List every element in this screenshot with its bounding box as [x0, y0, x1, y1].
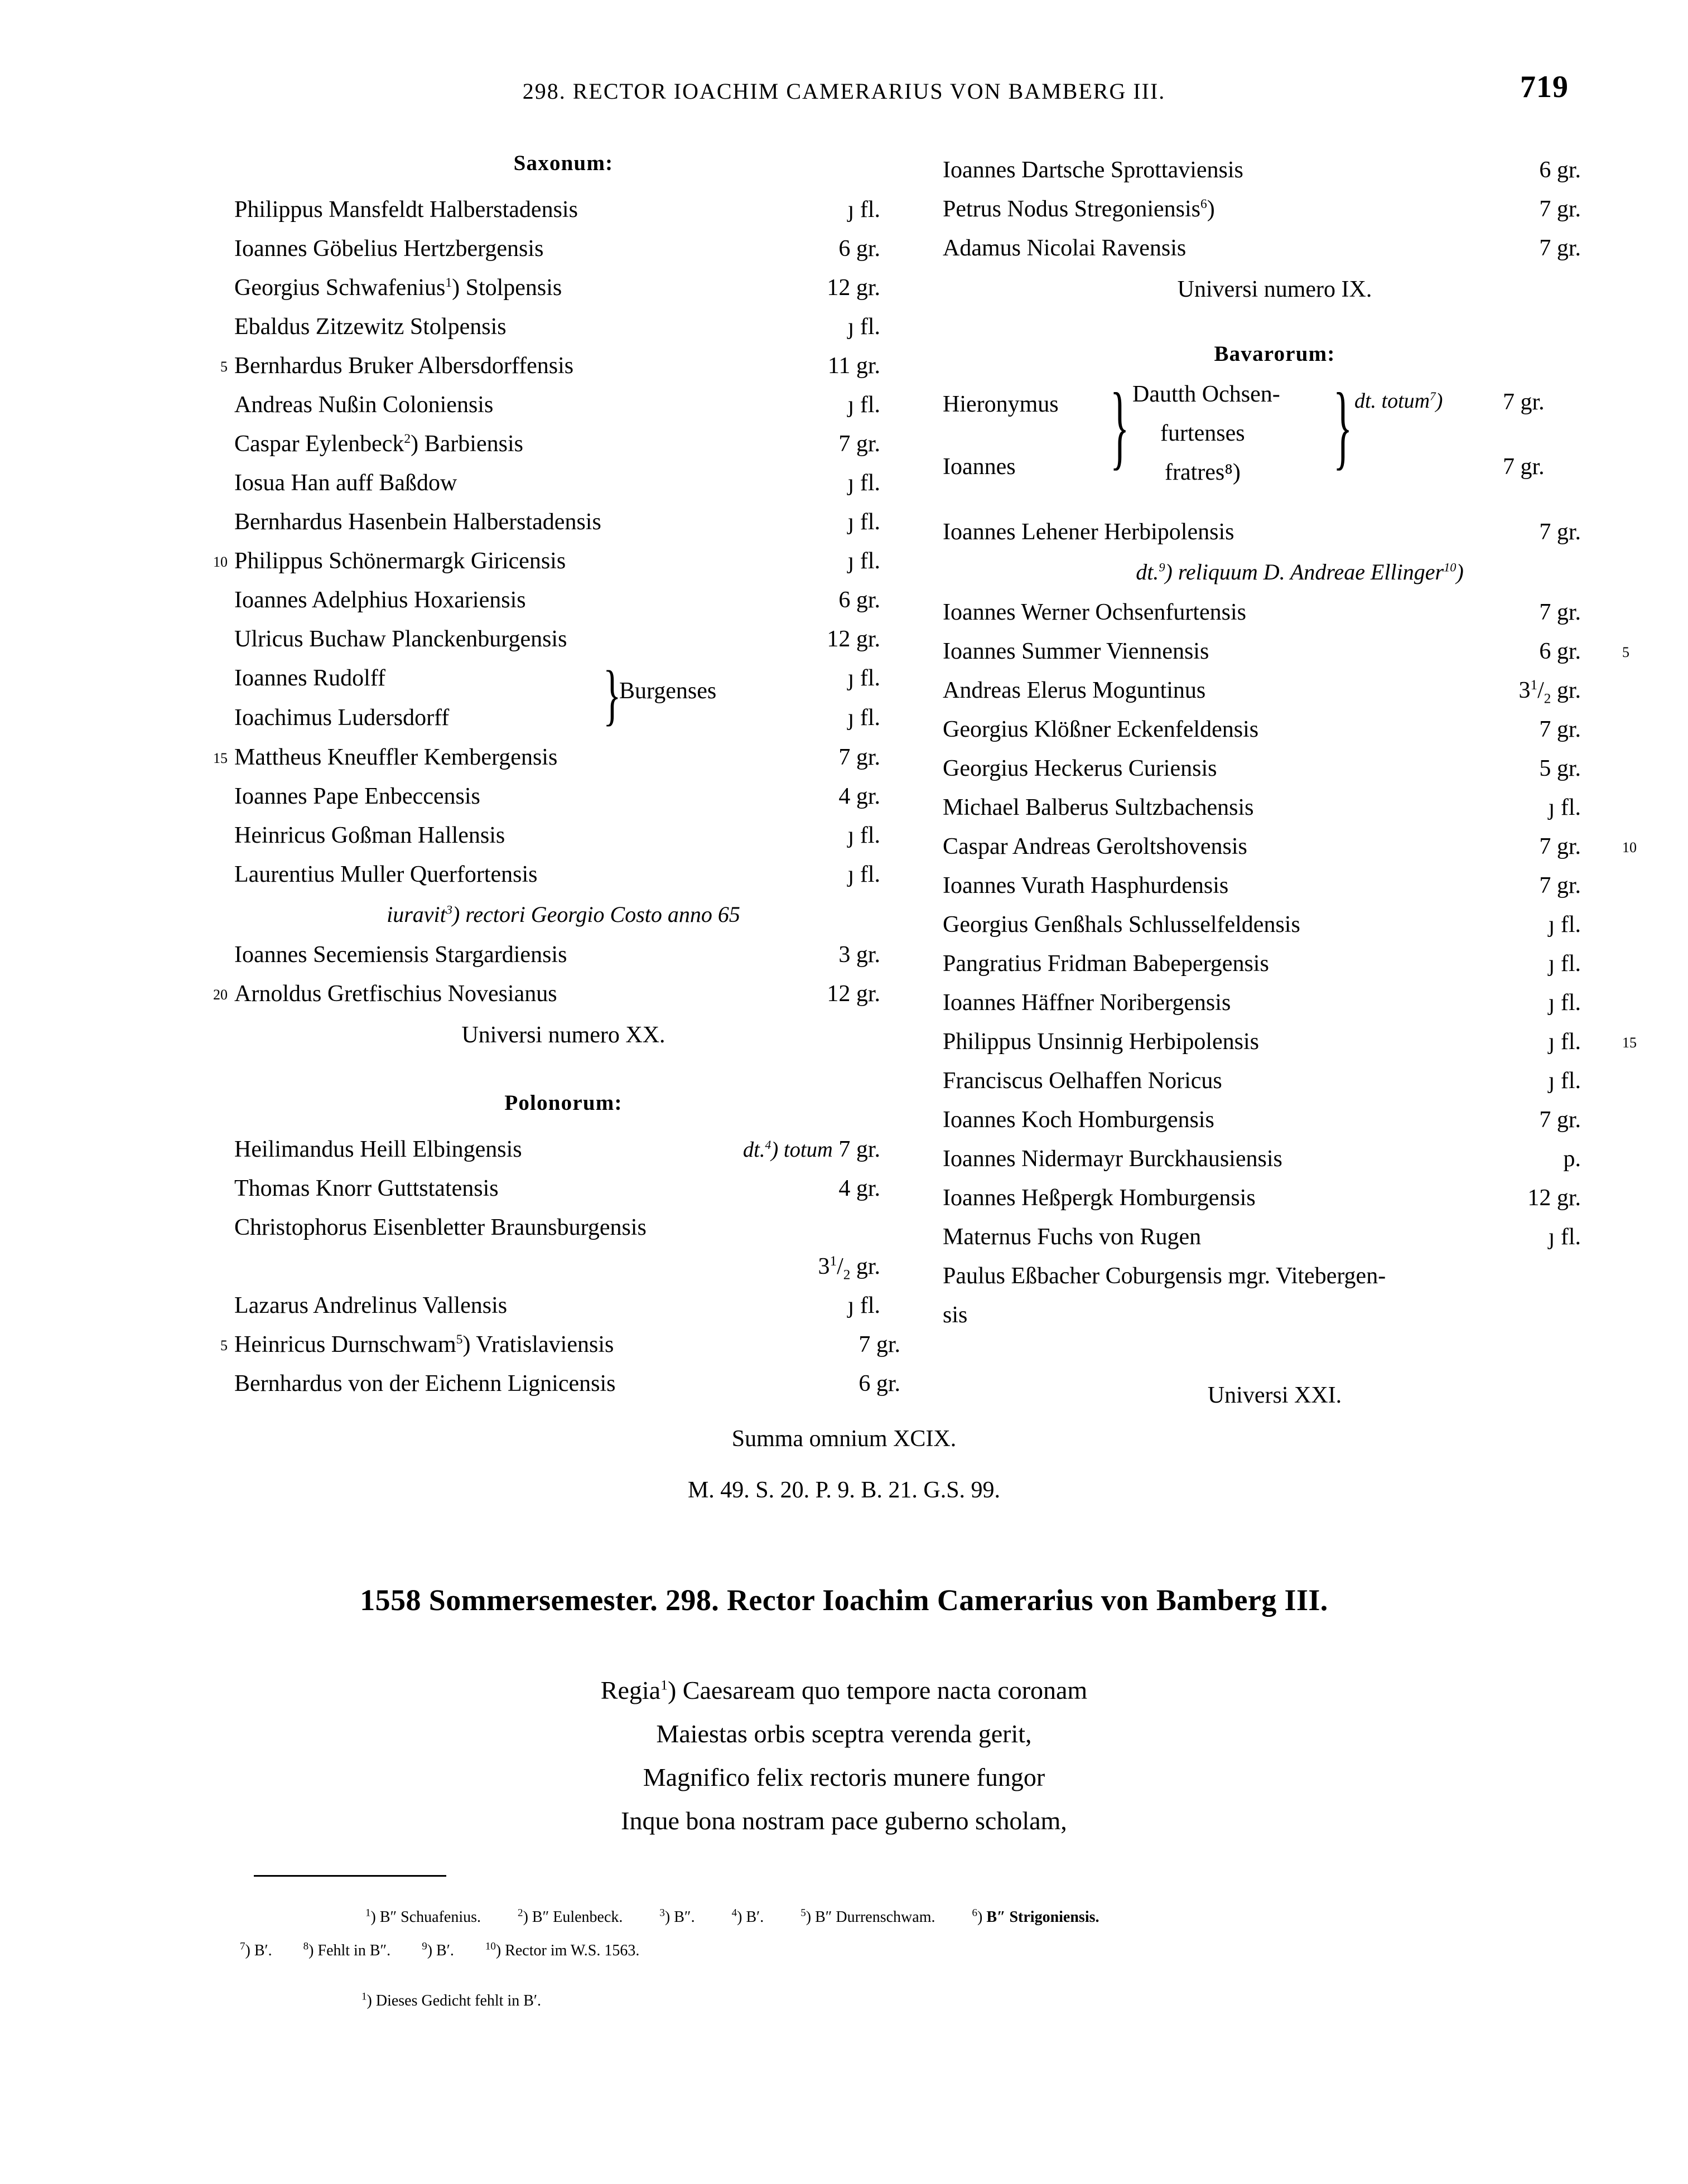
entry-row [943, 1178, 1607, 1217]
right-column [943, 151, 1637, 1417]
entry-amount: 11 gr. [827, 353, 880, 379]
saxonum-entries-tail [213, 935, 893, 1013]
entry-name: Ioannes Rudolff [234, 665, 386, 691]
summa-omnium: Summa omnium XCIX. [731, 1426, 957, 1452]
entry-name: Ioannes Heßpergk Homburgensis [943, 1185, 1256, 1211]
entry-name: Laurentius Muller Querfortensis [234, 862, 538, 887]
entry-amount: 6 gr. [1539, 639, 1581, 664]
brace-note: dt. totum$^7$) [1354, 389, 1443, 413]
footnote-item: $^9$) B′. [422, 1940, 454, 1959]
right-top-total: Universi numero IX. [1177, 277, 1372, 302]
heading-bavarorum: Bavarorum: [1214, 342, 1335, 366]
entry-amount: 7 gr. [1539, 235, 1581, 261]
entry-amount: 7 gr. [859, 1332, 900, 1357]
entry-name: Maternus Fuchs von Rugen [943, 1224, 1202, 1250]
entry-name: Philippus Unsinnig Herbipolensis [943, 1029, 1260, 1055]
line-number: 15 [1622, 1035, 1637, 1051]
entry-name: Michael Balberus Sultzbachensis [943, 795, 1254, 820]
entry-amount: 12 gr. [827, 981, 880, 1007]
footnote-item: $^2$) B″ Eulenbeck. [518, 1907, 623, 1926]
footnote-item: $^8$) Fehlt in B″. [303, 1940, 391, 1959]
entry-row [943, 983, 1607, 1022]
entry-name: Ioannes Secemiensis Stargardiensis [234, 942, 567, 968]
entry-amount: ȷ fl. [847, 823, 880, 848]
entry-name: Georgius Schwafenius$^1$) Stolpensis [234, 275, 562, 301]
entry-row [234, 463, 893, 502]
curly-brace-icon: } [603, 657, 621, 732]
line-number: 10 [1622, 839, 1637, 856]
entry-amount: ȷ fl. [1548, 912, 1581, 938]
entry-amount: 6 gr. [1539, 157, 1581, 183]
entry-row [234, 1286, 893, 1325]
line-number: 20 [213, 987, 228, 1003]
entry-name: Ioannes Koch Homburgensis [943, 1107, 1214, 1133]
poem-line: Inque bona nostram pace guberno scholam, [621, 1806, 1067, 1835]
footnote-item: $^6$) B″ Strigoniensis. [972, 1907, 1099, 1926]
entry-amount: ȷ fl. [847, 1293, 880, 1318]
poem-line-text: Regia$^1$) Caesaream quo tempore nacta coronam [600, 1676, 1088, 1704]
entry-amount: 6 gr. [838, 587, 880, 613]
entry-name: Adamus Nicolai Ravensis [943, 235, 1187, 261]
entry-row [943, 749, 1607, 788]
entry-name: Caspar Andreas Geroltshovensis [943, 834, 1247, 859]
entry-name: Ioannes Göbelius Hertzbergensis [234, 236, 544, 262]
footnote-item: $^3$) B″. [659, 1907, 695, 1926]
entry-amount: 7 gr. [838, 745, 880, 770]
saxonum-entries [213, 190, 893, 659]
brace-mid-line-3: fratres⁸) [1165, 460, 1241, 485]
entry-name: Pangratius Fridman Babepergensis [943, 951, 1269, 977]
entry-name: Ioannes Vurath Hasphurdensis [943, 873, 1229, 898]
entry-amount: 7 gr. [838, 431, 880, 457]
entry-name: Bernhardus von der Eichenn Lignicensis [234, 1371, 616, 1397]
entry-row [213, 738, 893, 777]
entry-row [943, 190, 1607, 229]
footnote-line-1 [365, 1908, 1099, 1926]
entry-row [213, 974, 893, 1013]
entry-row [943, 710, 1607, 749]
entry-row [220, 346, 893, 385]
polonorum-entries [220, 1130, 900, 1403]
poem-line: Maiestas orbis sceptra verenda gerit, [656, 1719, 1032, 1748]
entry-row [234, 229, 893, 268]
entry-row [943, 1217, 1607, 1257]
entry-amount: 7 gr. [1539, 1107, 1581, 1133]
entry-name: Thomas Knorr Guttstatensis [234, 1176, 499, 1201]
entry-amount: 5 gr. [1539, 756, 1581, 781]
entry-name: Heilimandus Heill Elbingensis [234, 1137, 522, 1162]
entry-name: Mattheus Kneuffler Kembergensis [234, 745, 558, 770]
bavarorum-brace-block [943, 374, 1607, 509]
entry-row [943, 229, 1607, 268]
entry-name: Ioannes Summer Viennensis [943, 639, 1209, 664]
entry-row [943, 1061, 1607, 1100]
footnote-separator-rule [254, 1875, 446, 1877]
entry-name: Georgius Heckerus Curiensis [943, 756, 1217, 781]
entry-amount: dt.$^4$) totum 7 gr. [742, 1137, 880, 1162]
brace-amount-top: 7 gr. [1503, 389, 1545, 415]
entry-row [234, 307, 893, 346]
entry-amount: ȷ fl. [847, 470, 880, 496]
entry-amount: 6 gr. [838, 236, 880, 262]
entry-amount: 12 gr. [1527, 1185, 1581, 1211]
entry-amount: 12 gr. [827, 275, 880, 301]
entry-amount: ȷ fl. [1548, 795, 1581, 820]
entry-row [234, 1169, 893, 1208]
entry-amount: ȷ fl. [847, 197, 880, 223]
entry-row [943, 632, 1629, 671]
entry-row [943, 593, 1607, 632]
entry-row [943, 1335, 1607, 1374]
entry-name: Iosua Han auff Baßdow [234, 470, 457, 496]
footnote-line-2 [240, 1942, 639, 1960]
entry-row [943, 1139, 1607, 1178]
bavarorum-total: Universi XXI. [1207, 1383, 1342, 1408]
entry-name: Philippus Mansfeldt Halberstadensis [234, 197, 578, 223]
entry-name: Ulricus Buchaw Planckenburgensis [234, 626, 567, 652]
entry-amount: $3^1/_2$ gr. [1518, 678, 1581, 707]
line-number: 5 [220, 1337, 228, 1354]
entry-amount: ȷ fl. [1548, 990, 1581, 1016]
brace-mid-line-1: Dautth Ochsen- [1132, 381, 1280, 407]
page-number: 719 [1520, 70, 1569, 104]
entry-row [943, 1296, 1607, 1335]
entry-amount: ȷ fl. [847, 509, 880, 535]
entry-amount: ȷ fl. [847, 862, 880, 887]
entry-amount: ȷ fl. [847, 548, 880, 574]
entry-amount: ȷ fl. [847, 392, 880, 418]
brace-amount-bottom: 7 gr. [1503, 454, 1545, 480]
entry-row [234, 659, 893, 698]
bavarorum-note-line: dt.$^9$) reliquum D. Andreae Ellinger$^{10}$) [1136, 559, 1464, 584]
right-top-entries [943, 151, 1607, 268]
entry-amount: 12 gr. [827, 626, 880, 652]
entry-row [943, 513, 1607, 552]
line-number: 5 [220, 359, 228, 375]
entry-row [943, 866, 1607, 905]
entry-name: Georgius Klößner Eckenfeldensis [943, 717, 1259, 742]
section-heading: 1558 Sommersemester. 298. Rector Ioachim Camerarius von Bamberg III. [360, 1583, 1328, 1617]
running-head [0, 70, 1688, 112]
entry-row [943, 827, 1637, 866]
running-head-title: 298. RECTOR IOACHIM CAMERARIUS VON BAMBERG III. [522, 79, 1166, 104]
entry-amount: 7 gr. [1539, 519, 1581, 545]
entry-amount: 6 gr. [859, 1371, 900, 1397]
entry-row [234, 268, 893, 307]
entry-row [213, 542, 893, 581]
entry-amount: 7 gr. [1539, 600, 1581, 625]
entry-row [234, 385, 893, 424]
entry-name: Paulus Eßbacher Coburgensis mgr. Vitebergen- [943, 1263, 1386, 1289]
poem [0, 1669, 1688, 1843]
entry-row [943, 151, 1607, 190]
entry-name: Ioachimus Ludersdorff [234, 705, 450, 731]
entry-name: Ioannes Werner Ochsenfurtensis [943, 600, 1246, 625]
entry-row [234, 1364, 900, 1403]
entry-name: Andreas Elerus Moguntinus [943, 678, 1206, 703]
entry-row [220, 1325, 900, 1364]
entry-row [234, 935, 893, 974]
heading-polonorum: Polonorum: [504, 1091, 623, 1115]
burgenses-label: Burgenses [619, 678, 717, 704]
curly-brace-icon: } [1110, 374, 1130, 479]
line-number: 15 [213, 750, 228, 766]
entry-row [943, 905, 1607, 944]
entry-name: Philippus Schönermargk Giricensis [234, 548, 566, 574]
entry-amount: $3^1/_2$ gr. [818, 1254, 880, 1283]
entry-row [234, 1130, 893, 1169]
entry-name: sis [943, 1302, 968, 1328]
entry-row [234, 620, 893, 659]
entry-amount: 4 gr. [838, 784, 880, 809]
entry-name: Bernhardus Bruker Albersdorffensis [234, 353, 574, 379]
entry-row [943, 788, 1607, 827]
entry-name: Heinricus Goßman Hallensis [234, 823, 505, 848]
entry-name: Heinricus Durnschwam$^5$) Vratislaviensis [234, 1332, 614, 1357]
poem-line [0, 1669, 1688, 1712]
entry-amount: ȷ fl. [1548, 951, 1581, 977]
poem-line: Magnifico felix rectoris munere fungor [643, 1763, 1045, 1791]
entry-name: Petrus Nodus Stregoniensis$^6$) [943, 196, 1215, 222]
entry-row [234, 190, 893, 229]
entry-name: Christophorus Eisenbletter Braunsburgensis [234, 1215, 647, 1240]
entry-name: Ioannes Nidermayr Burckhausiensis [943, 1146, 1282, 1172]
entry-row [234, 816, 893, 855]
entry-row [234, 1247, 893, 1286]
entry-amount: ȷ fl. [847, 705, 880, 731]
brace-name-bottom: Ioannes [943, 454, 1016, 480]
entry-row [234, 502, 893, 542]
entry-amount: ȷ fl. [1548, 1029, 1581, 1055]
bavarorum-entries [943, 593, 1637, 1374]
entry-row [943, 1022, 1637, 1061]
entry-amount: p. [1563, 1146, 1581, 1172]
left-column [213, 151, 900, 1403]
entry-amount: 7 gr. [1539, 873, 1581, 898]
entry-row [234, 698, 893, 738]
heading-saxonum: Saxonum: [513, 151, 614, 175]
entry-name: Ioannes Adelphius Hoxariensis [234, 587, 526, 613]
entry-name: Ioannes Pape Enbeccensis [234, 784, 480, 809]
summa-breakdown: M. 49. S. 20. P. 9. B. 21. G.S. 99. [687, 1477, 1001, 1503]
entry-name: Arnoldus Gretfischius Novesianus [234, 981, 557, 1007]
entry-row [234, 581, 893, 620]
footnote-item: $^7$) B′. [240, 1940, 272, 1959]
entry-amount: 7 gr. [1539, 717, 1581, 742]
entry-name: Ebaldus Zitzewitz Stolpensis [234, 314, 507, 340]
line-number: 5 [1622, 644, 1629, 660]
entry-row [943, 1100, 1607, 1139]
entry-amount: ȷ fl. [847, 314, 880, 340]
entry-name: Georgius Genßhals Schlusselfeldensis [943, 912, 1300, 938]
footnote-item: $^{10}$) Rector im W.S. 1563. [485, 1940, 640, 1959]
entry-name: Franciscus Oelhaffen Noricus [943, 1068, 1222, 1094]
footnote-item: $^4$) B′. [731, 1907, 764, 1926]
entry-name: Ioannes Lehener Herbipolensis [943, 519, 1234, 545]
entry-amount: 7 gr. [1539, 834, 1581, 859]
entry-amount: ȷ fl. [847, 665, 880, 691]
footnote-item: $^1$) Dieses Gedicht fehlt in B′. [361, 1990, 542, 2009]
curly-brace-icon: } [1333, 374, 1353, 479]
entry-name: Ioannes Häffner Noribergensis [943, 990, 1231, 1016]
entry-row [943, 1257, 1607, 1296]
saxonum-total: Universi numero XX. [461, 1022, 665, 1048]
entry-amount: 4 gr. [838, 1176, 880, 1201]
line-number: 10 [213, 554, 228, 570]
entry-row [234, 777, 893, 816]
entry-name: Bernhardus Hasenbein Halberstadensis [234, 509, 601, 535]
entry-row [943, 944, 1607, 983]
entry-amount: 7 gr. [1539, 196, 1581, 222]
footnote-line-3 [361, 1992, 541, 2010]
burgenses-brace-group [234, 659, 893, 738]
entry-row [234, 1208, 893, 1247]
saxonum-note-line: iuravit$^3$) rectori Georgio Costo anno 65 [387, 902, 740, 927]
entry-amount: ȷ fl. [1548, 1224, 1581, 1250]
entry-name: Ioannes Dartsche Sprottaviensis [943, 157, 1243, 183]
entry-name: Caspar Eylenbeck$^2$) Barbiensis [234, 431, 523, 457]
entry-name: Lazarus Andrelinus Vallensis [234, 1293, 508, 1318]
entry-name: Andreas Nußin Coloniensis [234, 392, 494, 418]
entry-amount: ȷ fl. [1548, 1068, 1581, 1094]
footnote-item: $^5$) B″ Durrenschwam. [800, 1907, 935, 1926]
entry-row [234, 855, 893, 894]
saxonum-entries-after [213, 738, 893, 894]
brace-mid-line-2: furtenses [1160, 421, 1245, 446]
footnote-item: $^1$) B″ Schuafenius. [365, 1907, 481, 1926]
entry-row [234, 424, 893, 463]
brace-name-top: Hieronymus [943, 392, 1059, 417]
entry-row [943, 671, 1607, 710]
entry-amount: 3 gr. [838, 942, 880, 968]
